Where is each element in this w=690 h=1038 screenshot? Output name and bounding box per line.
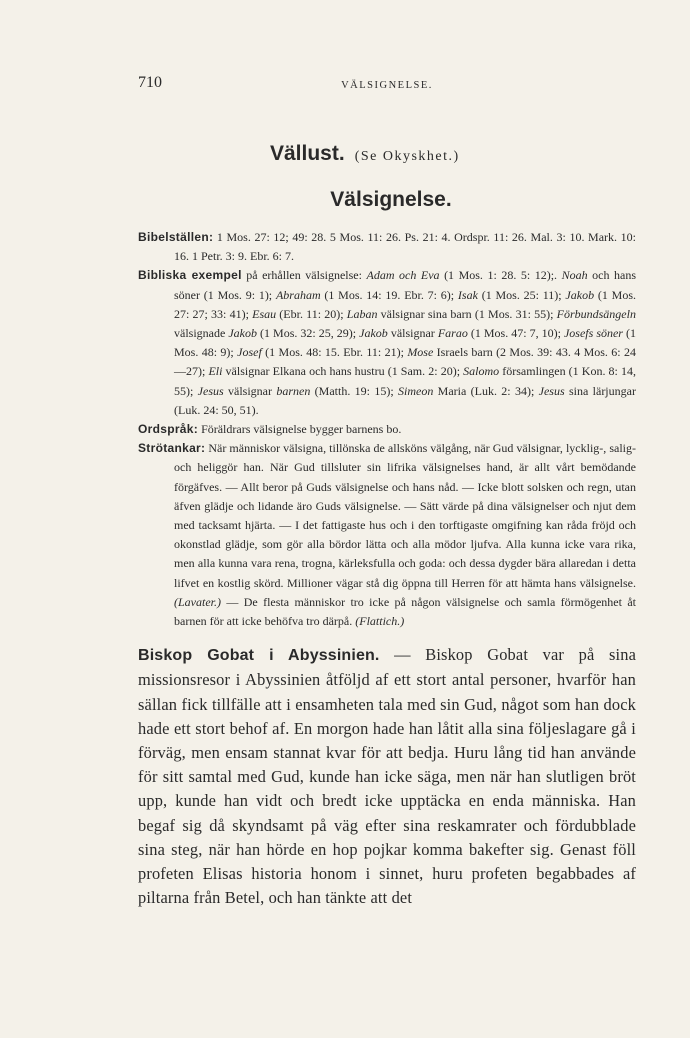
exempel-text: Israels barn (2 Mos. 39: 43. 4 Mos. 6: 24—27); <box>174 345 637 379</box>
exempel-text: välsignar <box>223 383 277 398</box>
headword-valsignelse: Välsignelse. <box>330 188 452 211</box>
section-bibliska-exempel <box>138 266 636 420</box>
section-label: Ordspråk: <box>138 422 199 437</box>
section-label: Strötankar: <box>138 441 206 456</box>
name-adam-eva: Adam och Eva <box>366 268 440 283</box>
page-number: 710 <box>138 74 162 91</box>
exempel-text: (1 Mos. 27: 27; 33: 41); <box>174 287 636 321</box>
exempel-text: och hans söner (1 Mos. 9: 1); <box>174 268 636 302</box>
exempel-text: på erhållen välsignelse: <box>241 268 367 283</box>
name-josef: Josef <box>237 345 262 360</box>
exempel-text: (1 Mos. 48: 9); <box>174 326 637 360</box>
exempel-text: (1 Mos. 32: 25, 29); <box>257 326 360 341</box>
exempel-text: (Matth. 19: 15); <box>310 383 398 398</box>
exempel-text: Maria (Luk. 2: 34); <box>433 383 539 398</box>
name-forbundsangeln: Förbundsängeln <box>556 306 636 321</box>
section-strotankar <box>138 439 636 631</box>
name-esau: Esau <box>252 306 277 321</box>
exempel-text: (1 Mos. 1: 28. 5: 12);. <box>439 268 562 283</box>
exempel-text: sina lärjungar (Luk. 24: 50, 51). <box>174 383 636 417</box>
running-title: VÄLSIGNELSE. <box>341 80 433 91</box>
exempel-text: välsignar <box>387 326 438 341</box>
section-text: — De flesta människor tro icke på någon välsignelse och samla förmögenhet åt barnen för att icke behöfva tro därpå. <box>174 594 636 629</box>
headword-vallust: Vällust. <box>270 142 345 165</box>
citation-lavater: (Lavater.) <box>174 594 221 609</box>
exempel-text: församlingen (1 Kon. 8: 14, 55); <box>174 364 636 398</box>
exempel-text: välsignar sina barn (1 Mos. 31: 55); <box>377 306 557 321</box>
name-simeon: Simeon <box>398 383 434 398</box>
section-text: När människor välsigna, tillönska de allsköns välgång, när Gud välsignar, lycklig-, salig- och heliggör han. När Gud tillsluter sin lifrika välsignelses hand, är allt vårt bemödande förgäfves. — Allt beror på Guds välsignelse och hans nåd. — Icke blott solsken och regn, utan äfven glädje och lidande äro Guds välsignelse. — Sätt värde på dina välsignelser och njut dem med tacksamt hjärta. — I det fattigaste hus och i den torftigaste omgifning kan råda fröjd och okonstlad glädje, som gör alla bördor lätta och alla mödor ljufva. Alla kunna icke vara rika, men alla kunna vara rena, trogna, kärleksfulla och goda: och dessa dygder bära allaredan i detta lifvet en kostlig skörd. Millioner vägar stå dig öppna till Herren för att hämta hans välsignelse. <box>174 441 636 590</box>
name-josefs-soner: Josefs söner <box>563 326 623 341</box>
exempel-text: (1 Mos. 48: 15. Ebr. 11: 21); <box>261 345 408 360</box>
section-text: Föräldrars välsignelse bygger barnens bo. <box>201 422 402 437</box>
name-eli: Eli <box>208 364 223 379</box>
name-abraham: Abraham <box>275 287 321 302</box>
name-jakob: Jakob <box>228 326 257 341</box>
section-ordsprak <box>138 420 636 439</box>
cross-reference: (Se Okyskhet.) <box>354 149 460 164</box>
exempel-text: välsignade <box>174 326 229 341</box>
name-farao: Farao <box>437 326 468 341</box>
name-jakob: Jakob <box>359 326 388 341</box>
exempel-text: (1 Mos. 25: 11); <box>477 287 566 302</box>
story-text: — Biskop Gobat var på sina missionsresor i Abyssinien åtföljd af ett stort antal personer, hvarför han sällan fick tillfälle att i ensamheten tala med sin Gud, något som han dock hade ett stort behof af. En morgon hade han låtit alla sina följeslagare gå i förväg, men ensam stannat kvar för att bedja. Huru lång tid han använde för sitt samtal med Gud, kunde han icke säga, men när han slutligen bröt upp, kunde han vidt och bredt icke upptäcka en enda människa. Han begaf sig då skyndsamt på väg efter sina reskamrater och fördubblade sina steg, när han hörde en hop pojkar komma bakefter sig. Genast föll profeten Elisas historia honom i sinnet, huru profeten begabbades af piltarna från Betel, och han tänkte att det <box>138 645 636 908</box>
name-salomo: Salomo <box>463 364 500 379</box>
exempel-text: välsignar Elkana och hans hustru (1 Sam. 2: 20); <box>222 364 464 379</box>
section-label: Bibelställen: <box>138 230 214 244</box>
name-noah: Noah <box>561 268 588 283</box>
story-biskop-gobat <box>138 643 636 910</box>
exempel-text: (1 Mos. 47: 7, 10); <box>467 326 564 341</box>
exempel-text: (Ebr. 11: 20); <box>276 306 347 321</box>
entry-vallust <box>138 142 636 166</box>
name-jesus: Jesus <box>538 383 565 398</box>
name-barnen: barnen <box>276 383 311 398</box>
name-jesus: Jesus <box>197 383 224 398</box>
exempel-text: (1 Mos. 14: 19. Ebr. 7: 6); <box>320 287 458 302</box>
name-mose: Mose <box>407 345 434 360</box>
name-isak: Isak <box>457 287 478 302</box>
section-bibelstallen <box>138 228 636 266</box>
name-jakob: Jakob <box>565 287 595 302</box>
entry-sections <box>138 228 636 631</box>
section-text: 1 Mos. 27: 12; 49: 28. 5 Mos. 11: 26. Ps. 21: 4. Ordspr. 11: 26. Mal. 3: 10. Mark. 10: 16. 1 Petr. 3: 9. Ebr. 6: 7. <box>174 230 637 264</box>
citation-flattich: (Flattich.) <box>355 614 405 629</box>
story-title: Biskop Gobat i Abyssinien. <box>138 647 380 665</box>
name-laban: Laban <box>346 306 378 321</box>
section-label: Bibliska exempel <box>138 268 242 283</box>
